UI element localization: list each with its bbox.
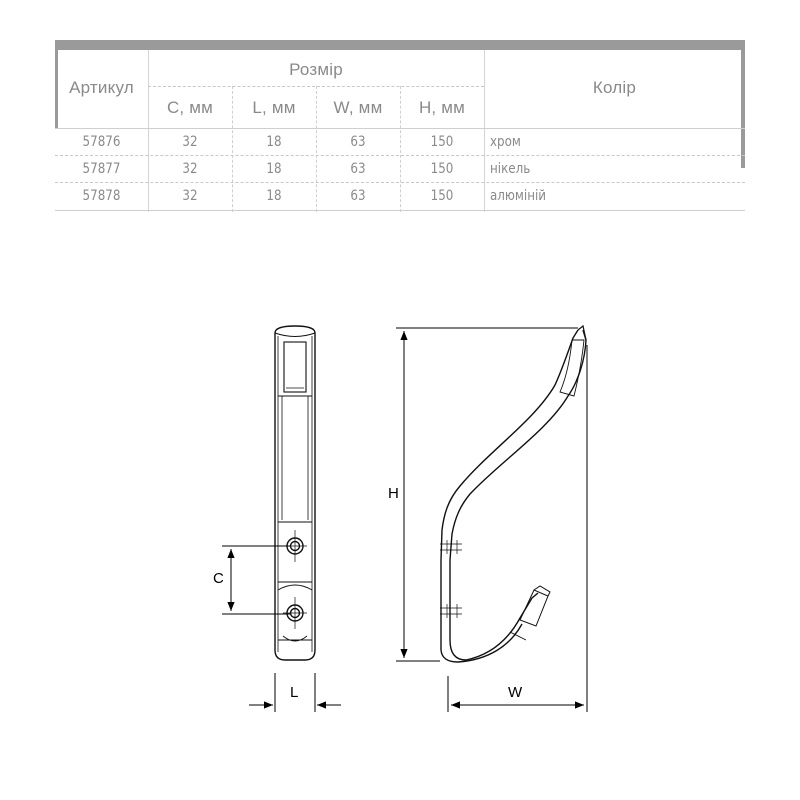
row1-article: 57876 bbox=[82, 134, 121, 150]
row1-h: 150 bbox=[430, 134, 454, 150]
row2-c: 32 bbox=[182, 161, 198, 177]
row2-l: 18 bbox=[266, 161, 282, 177]
row1-l: 18 bbox=[266, 134, 282, 150]
label-w: W bbox=[508, 684, 523, 701]
front-view bbox=[275, 326, 315, 660]
row3-h: 150 bbox=[430, 188, 454, 204]
row1-w: 63 bbox=[350, 134, 366, 150]
dimension-h bbox=[396, 328, 578, 661]
row2-w: 63 bbox=[350, 161, 366, 177]
row2-h: 150 bbox=[430, 161, 454, 177]
row3-c: 32 bbox=[182, 188, 198, 204]
row3-article: 57878 bbox=[82, 188, 121, 204]
row3-w: 63 bbox=[350, 188, 366, 204]
row1-color: хром bbox=[490, 134, 521, 150]
row2-color: нікель bbox=[490, 161, 531, 177]
header-w: W, мм bbox=[333, 98, 383, 117]
row1-c: 32 bbox=[182, 134, 198, 150]
header-h: H, мм bbox=[418, 98, 466, 117]
header-c: C, мм bbox=[166, 98, 214, 117]
label-h: H bbox=[388, 485, 399, 502]
row3-color: алюміній bbox=[490, 188, 547, 204]
header-color: Колір bbox=[592, 78, 637, 97]
header-size: Розмір bbox=[289, 60, 343, 79]
row3-l: 18 bbox=[266, 188, 282, 204]
dimension-c bbox=[222, 546, 290, 614]
label-c: C bbox=[213, 570, 224, 587]
header-article: Артикул bbox=[69, 78, 134, 97]
header-l: L, мм bbox=[252, 98, 296, 117]
side-view bbox=[440, 326, 586, 662]
row2-article: 57877 bbox=[82, 161, 121, 177]
label-l: L bbox=[290, 684, 299, 701]
